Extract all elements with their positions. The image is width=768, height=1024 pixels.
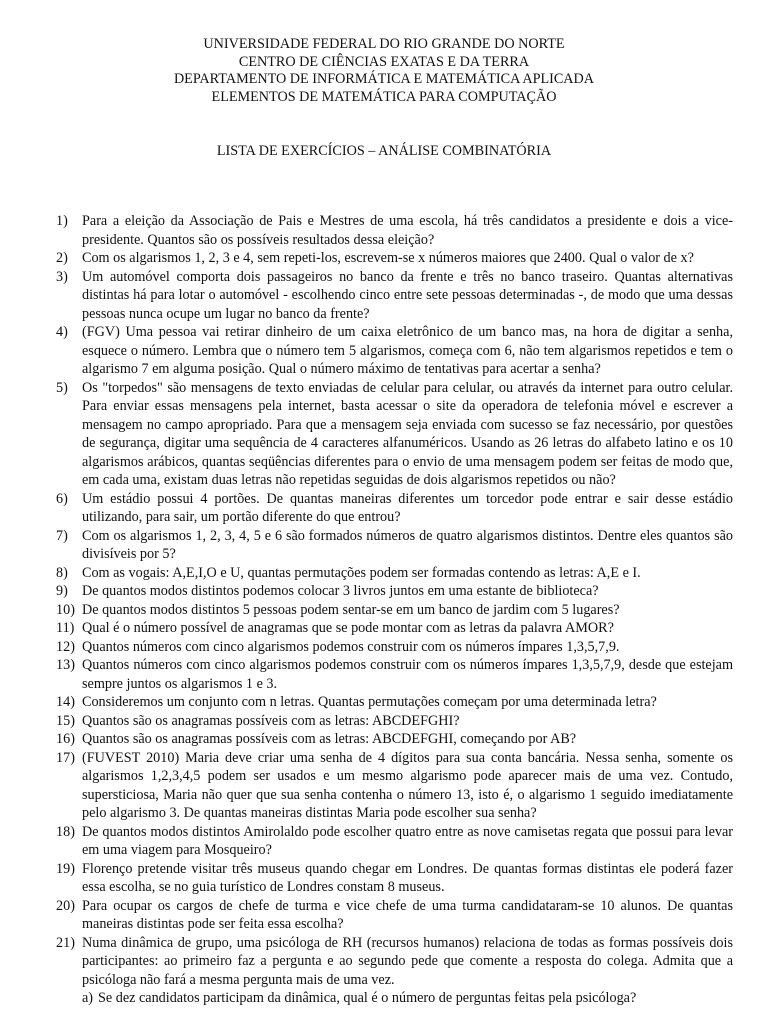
- exercise-list: [56, 212, 733, 1008]
- exercise-text: Qual é o número possível de anagramas que se pode montar com as letras da palavra AMOR?: [82, 620, 614, 636]
- exercise-item: [56, 749, 733, 823]
- exercise-item: [56, 268, 733, 324]
- exercise-text: Com as vogais: A,E,I,O e U, quantas permutações podem ser formadas contendo as letras: A,E e I.: [82, 564, 641, 581]
- exercise-item: [56, 490, 733, 527]
- exercise-number: 7): [56, 527, 68, 544]
- exercise-number: 16): [56, 731, 75, 747]
- exercise-number: 13): [56, 657, 75, 673]
- exercise-number: 15): [56, 712, 75, 729]
- exercise-text: De quantos modos distintos Amirolaldo pode escolher quatro entre as nove camisetas regata que possui para levar em uma viagem para Mosqueiro?: [82, 823, 733, 858]
- exercise-number: 14): [56, 694, 75, 710]
- exercise-text: Para a eleição da Associação de Pais e Mestres de uma escola, há três candidatos a presidente e dois a vice-presidente. Quantos são os possíveis resultados dessa eleição?: [82, 213, 733, 248]
- exercise-number: 11): [56, 620, 75, 636]
- exercise-item: [56, 379, 733, 490]
- exercise-text: (FUVEST 2010) Maria deve criar uma senha de 4 dígitos para sua conta bancária. Nessa senha, somente os algarismos 1,2,3,4,5 podem ser usados e um mesmo algarismo pode aparecer mais de uma vez. Contudo, supersticiosa, Maria não quer que sua senha contenha o número 13, isto é, o algarismo 1 seguido imediatamente pelo algarismo 3. De quantas maneiras distintas Maria pode escolher sua senha?: [82, 749, 733, 821]
- exercise-item: [56, 934, 733, 990]
- exercise-number: 18): [56, 823, 75, 840]
- exercise-number: 19): [56, 860, 75, 877]
- exercise-text: Quantos são os anagramas possíveis com as letras: ABCDEFGHI?: [82, 712, 460, 729]
- exercise-item: [56, 730, 733, 749]
- exercise-item: [56, 564, 733, 583]
- exercise-text: Consideremos um conjunto com n letras. Quantas permutações começam por uma determinada letra?: [82, 694, 657, 710]
- exercise-text: Quantos números com cinco algarismos podemos construir com os números ímpares 1,3,5,7,9, desde que estejam sempre juntos os algarismos 1 e 3.: [82, 657, 733, 692]
- exercise-text: De quantos modos distintos podemos colocar 3 livros juntos em uma estante de biblioteca?: [82, 583, 599, 599]
- exercise-text: Quantos números com cinco algarismos podemos construir com os números ímpares 1,3,5,7,9.: [82, 638, 620, 655]
- exercise-number: 3): [56, 268, 68, 285]
- sub-item-text: Se dez candidatos participam da dinâmica, qual é o número de perguntas feitas pela psicóloga?: [98, 990, 637, 1006]
- exercise-number: 8): [56, 564, 68, 581]
- exercise-item: [56, 601, 733, 620]
- exercise-text: De quantos modos distintos 5 pessoas podem sentar-se em um banco de jardim com 5 lugares?: [82, 601, 620, 618]
- sub-item-label: a): [82, 990, 94, 1006]
- exercise-number: 17): [56, 749, 75, 766]
- exercise-item: [56, 638, 733, 657]
- exercise-item: [56, 823, 733, 860]
- exercise-text: Os "torpedos" são mensagens de texto enviadas de celular para celular, ou através da internet para outro celular. Para enviar essas mensagens pela internet, basta acessar o site da operadora de telefonia móvel e escrever a mensagem no campo apropriado. Para que a mensagem seja enviada com sucesso se faz necessário, por questões de segurança, digitar uma sequência de 4 caracteres alfanuméricos. Usando as 26 letras do alfabeto latino e os 10 algarismos arábicos, quantas seqüências diferentes para o envio de uma mensagem podem ser feitas de modo que, em cada uma, existam duas letras não repetidas seguidas de dois algarismos repetidos ou não?: [82, 379, 733, 488]
- exercise-item: [56, 860, 733, 897]
- exercise-text: (FGV) Uma pessoa vai retirar dinheiro de um caixa eletrônico de um banco mas, na hora de digitar a senha, esquece o número. Lembra que o número tem 5 algarismos, começa com 6, não tem algarismos repetidos e tem o algarismo 7 em alguma posição. Qual o número máximo de tentativas para acertar a senha?: [82, 324, 733, 377]
- exercise-item: [56, 323, 733, 379]
- header-course: ELEMENTOS DE MATEMÁTICA PARA COMPUTAÇÃO: [211, 88, 557, 105]
- exercise-item: [56, 693, 733, 712]
- exercise-number: 5): [56, 379, 68, 396]
- exercise-number: 12): [56, 638, 75, 655]
- exercise-item: [56, 212, 733, 249]
- exercise-item: [56, 249, 733, 268]
- exercise-sub-item: [56, 989, 733, 1008]
- header-center: CENTRO DE CIÊNCIAS EXATAS E DA TERRA: [238, 53, 530, 70]
- exercise-number: 20): [56, 897, 75, 914]
- exercise-item: [56, 656, 733, 693]
- exercise-text: Numa dinâmica de grupo, uma psicóloga de RH (recursos humanos) relaciona de todas as formas possíveis dois participantes: ao primeiro faz a pergunta e ao segundo pede que comente a resposta do colega. Admita que a psicóloga não fará a mesma pergunta mais de uma vez.: [82, 934, 733, 988]
- exercise-text: Um automóvel comporta dois passageiros no banco da frente e três no banco traseiro. Quantas alternativas distintas há para lotar o automóvel - escolhendo cinco entre sete pessoas determinadas -, de modo que uma dessas pessoas nunca ocupe um lugar no banco da frente?: [82, 268, 733, 322]
- exercise-number: 6): [56, 490, 68, 507]
- exercise-item: [56, 582, 733, 601]
- exercise-text: Para ocupar os cargos de chefe de turma e vice chefe de uma turma candidataram-se 10 alunos. De quantas maneiras distintas pode ser feita essa escolha?: [82, 897, 733, 932]
- exercise-item: [56, 712, 733, 731]
- header-department: DEPARTAMENTO DE INFORMÁTICA E MATEMÁTICA APLICADA: [173, 71, 595, 88]
- exercise-text: Florenço pretende visitar três museus quando chegar em Londres. De quantas formas distintas ele poderá fazer essa escolha, se no guia turístico de Londres constam 8 museus.: [82, 860, 733, 895]
- exercise-number: 4): [56, 324, 68, 340]
- list-title: LISTA DE EXERCÍCIOS – ANÁLISE COMBINATÓRIA: [216, 143, 552, 159]
- exercise-text: Um estádio possui 4 portões. De quantas maneiras diferentes um torcedor pode entrar e sair desse estádio utilizando, para sair, um portão diferente do que entrou?: [82, 490, 733, 525]
- exercise-number: 21): [56, 934, 75, 951]
- exercise-text: Com os algarismos 1, 2, 3 e 4, sem repeti-los, escrevem-se x números maiores que 2400. Qual o valor de x?: [82, 250, 694, 266]
- header-university: UNIVERSIDADE FEDERAL DO RIO GRANDE DO NORTE: [203, 36, 565, 52]
- exercise-item: [56, 527, 733, 564]
- exercise-number: 10): [56, 601, 75, 618]
- exercise-text: Com os algarismos 1, 2, 3, 4, 5 e 6 são formados números de quatro algarismos distintos. Dentre eles quantos são divisíveis por 5?: [82, 527, 733, 562]
- exercise-item: [56, 619, 733, 638]
- exercise-number: 2): [56, 250, 68, 266]
- document-header: [0, 36, 768, 106]
- exercise-number: 1): [56, 213, 68, 229]
- exercise-item: [56, 897, 733, 934]
- exercise-number: 9): [56, 583, 68, 599]
- exercise-text: Quantos são os anagramas possíveis com as letras: ABCDEFGHI, começando por AB?: [82, 731, 577, 747]
